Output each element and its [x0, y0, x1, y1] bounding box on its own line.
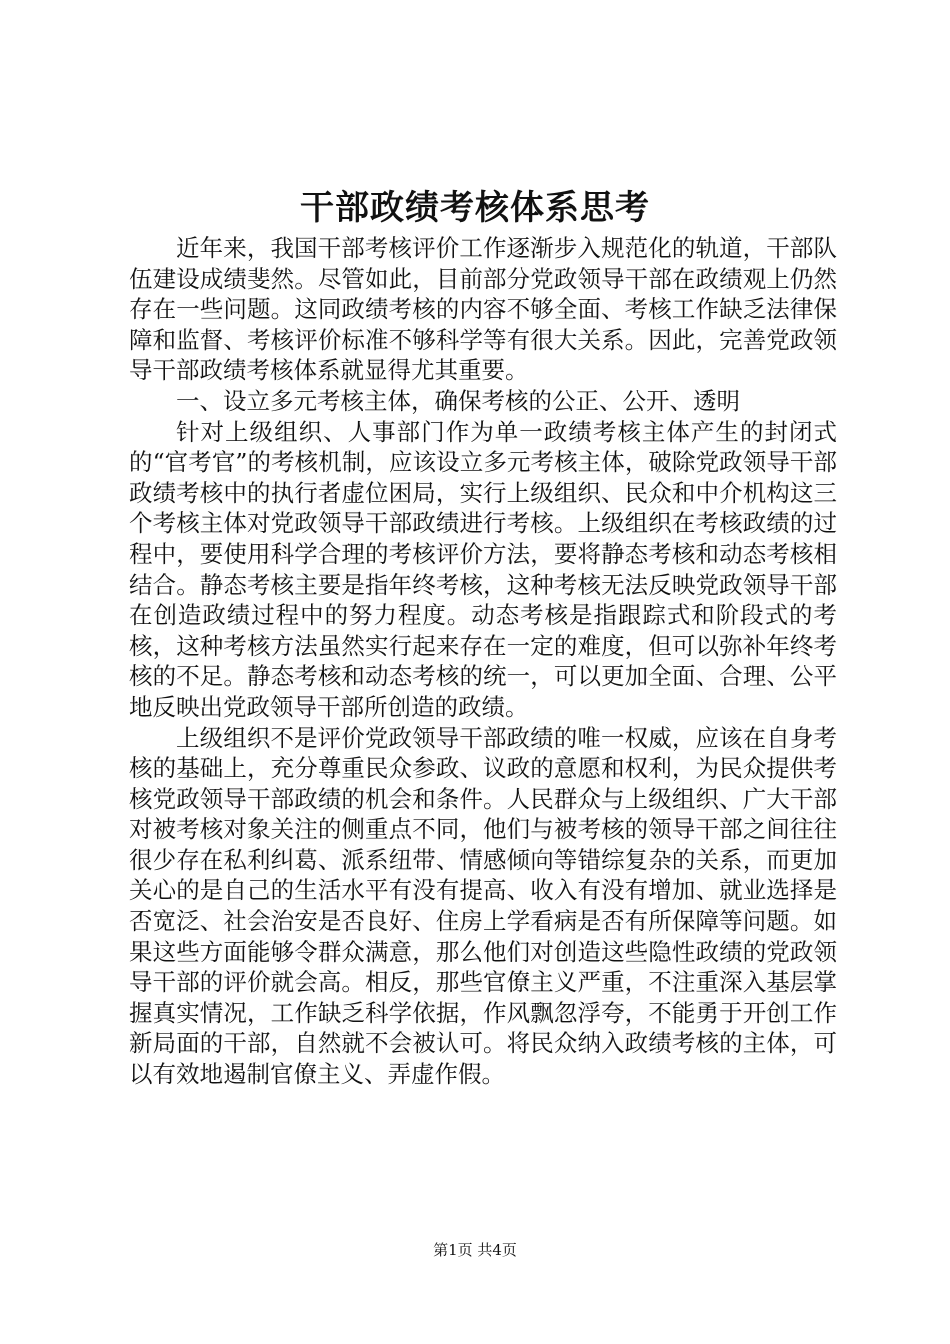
document-title: 干部政绩考核体系思考 [300, 188, 650, 228]
section-heading-1: 一、设立多元考核主体，确保考核的公正、公开、透明 [176, 386, 740, 415]
paragraph-public-participation: 上级组织不是评价党政领导干部政绩的唯一权威，应该在自身考核的基础上，充分尊重民众参政、议政的意愿和权利，为民众提供考核党政领导干部政绩的机会和条件。人民群众与上级组织、广大干部对被考核对象关注的侧重点不同，他们与被考核的领导干部之间往往很少存在私利纠葛、派系纽带、情感倾向等错综复杂的关系，而更加关心的是自己的生活水平有没有提高、收入有没有增加、就业选择是否宽泛、社会治安是否良好、住房上学看病是否有所保障等问题。如果这些方面能够令群众满意，那么他们对创造这些隐性政绩的党政领导干部的评价就会高。相反，那些官僚主义严重，不注重深入基层掌握真实情况，工作缺乏科学依据，作风飘忽浮夸，不能勇于开创工作新局面的干部，自然就不会被认可。将民众纳入政绩考核的主体，可以有效地遏制官僚主义、弄虚作假。 [129, 723, 837, 1089]
paragraph-intro: 近年来，我国干部考核评价工作逐渐步入规范化的轨道，干部队伍建设成绩斐然。尽管如此，目前部分党政领导干部在政绩观上仍然存在一些问题。这同政绩考核的内容不够全面、考核工作缺乏法律保障和监督、考核评价标准不够科学等有很大关系。因此，完善党政领导干部政绩考核体系就显得尤其重要。 [129, 234, 837, 385]
paragraph-multi-subject: 针对上级组织、人事部门作为单一政绩考核主体产生的封闭式的“官考官”的考核机制，应该设立多元考核主体，破除党政领导干部政绩考核中的执行者虚位困局，实行上级组织、民众和中介机构这三个考核主体对党政领导干部政绩进行考核。上级组织在考核政绩的过程中，要使用科学合理的考核评价方法，要将静态考核和动态考核相结合。静态考核主要是指年终考核，这种考核无法反映党政领导干部在创造政绩过程中的努力程度。动态考核是指跟踪式和阶段式的考核，这种考核方法虽然实行起来存在一定的难度，但可以弥补年终考核的不足。静态考核和动态考核的统一，可以更加全面、合理、公平地反映出党政领导干部所创造的政绩。 [129, 417, 837, 721]
page-number-footer: 第1页 共4页 [433, 1241, 517, 1259]
document-body [129, 233, 837, 1090]
